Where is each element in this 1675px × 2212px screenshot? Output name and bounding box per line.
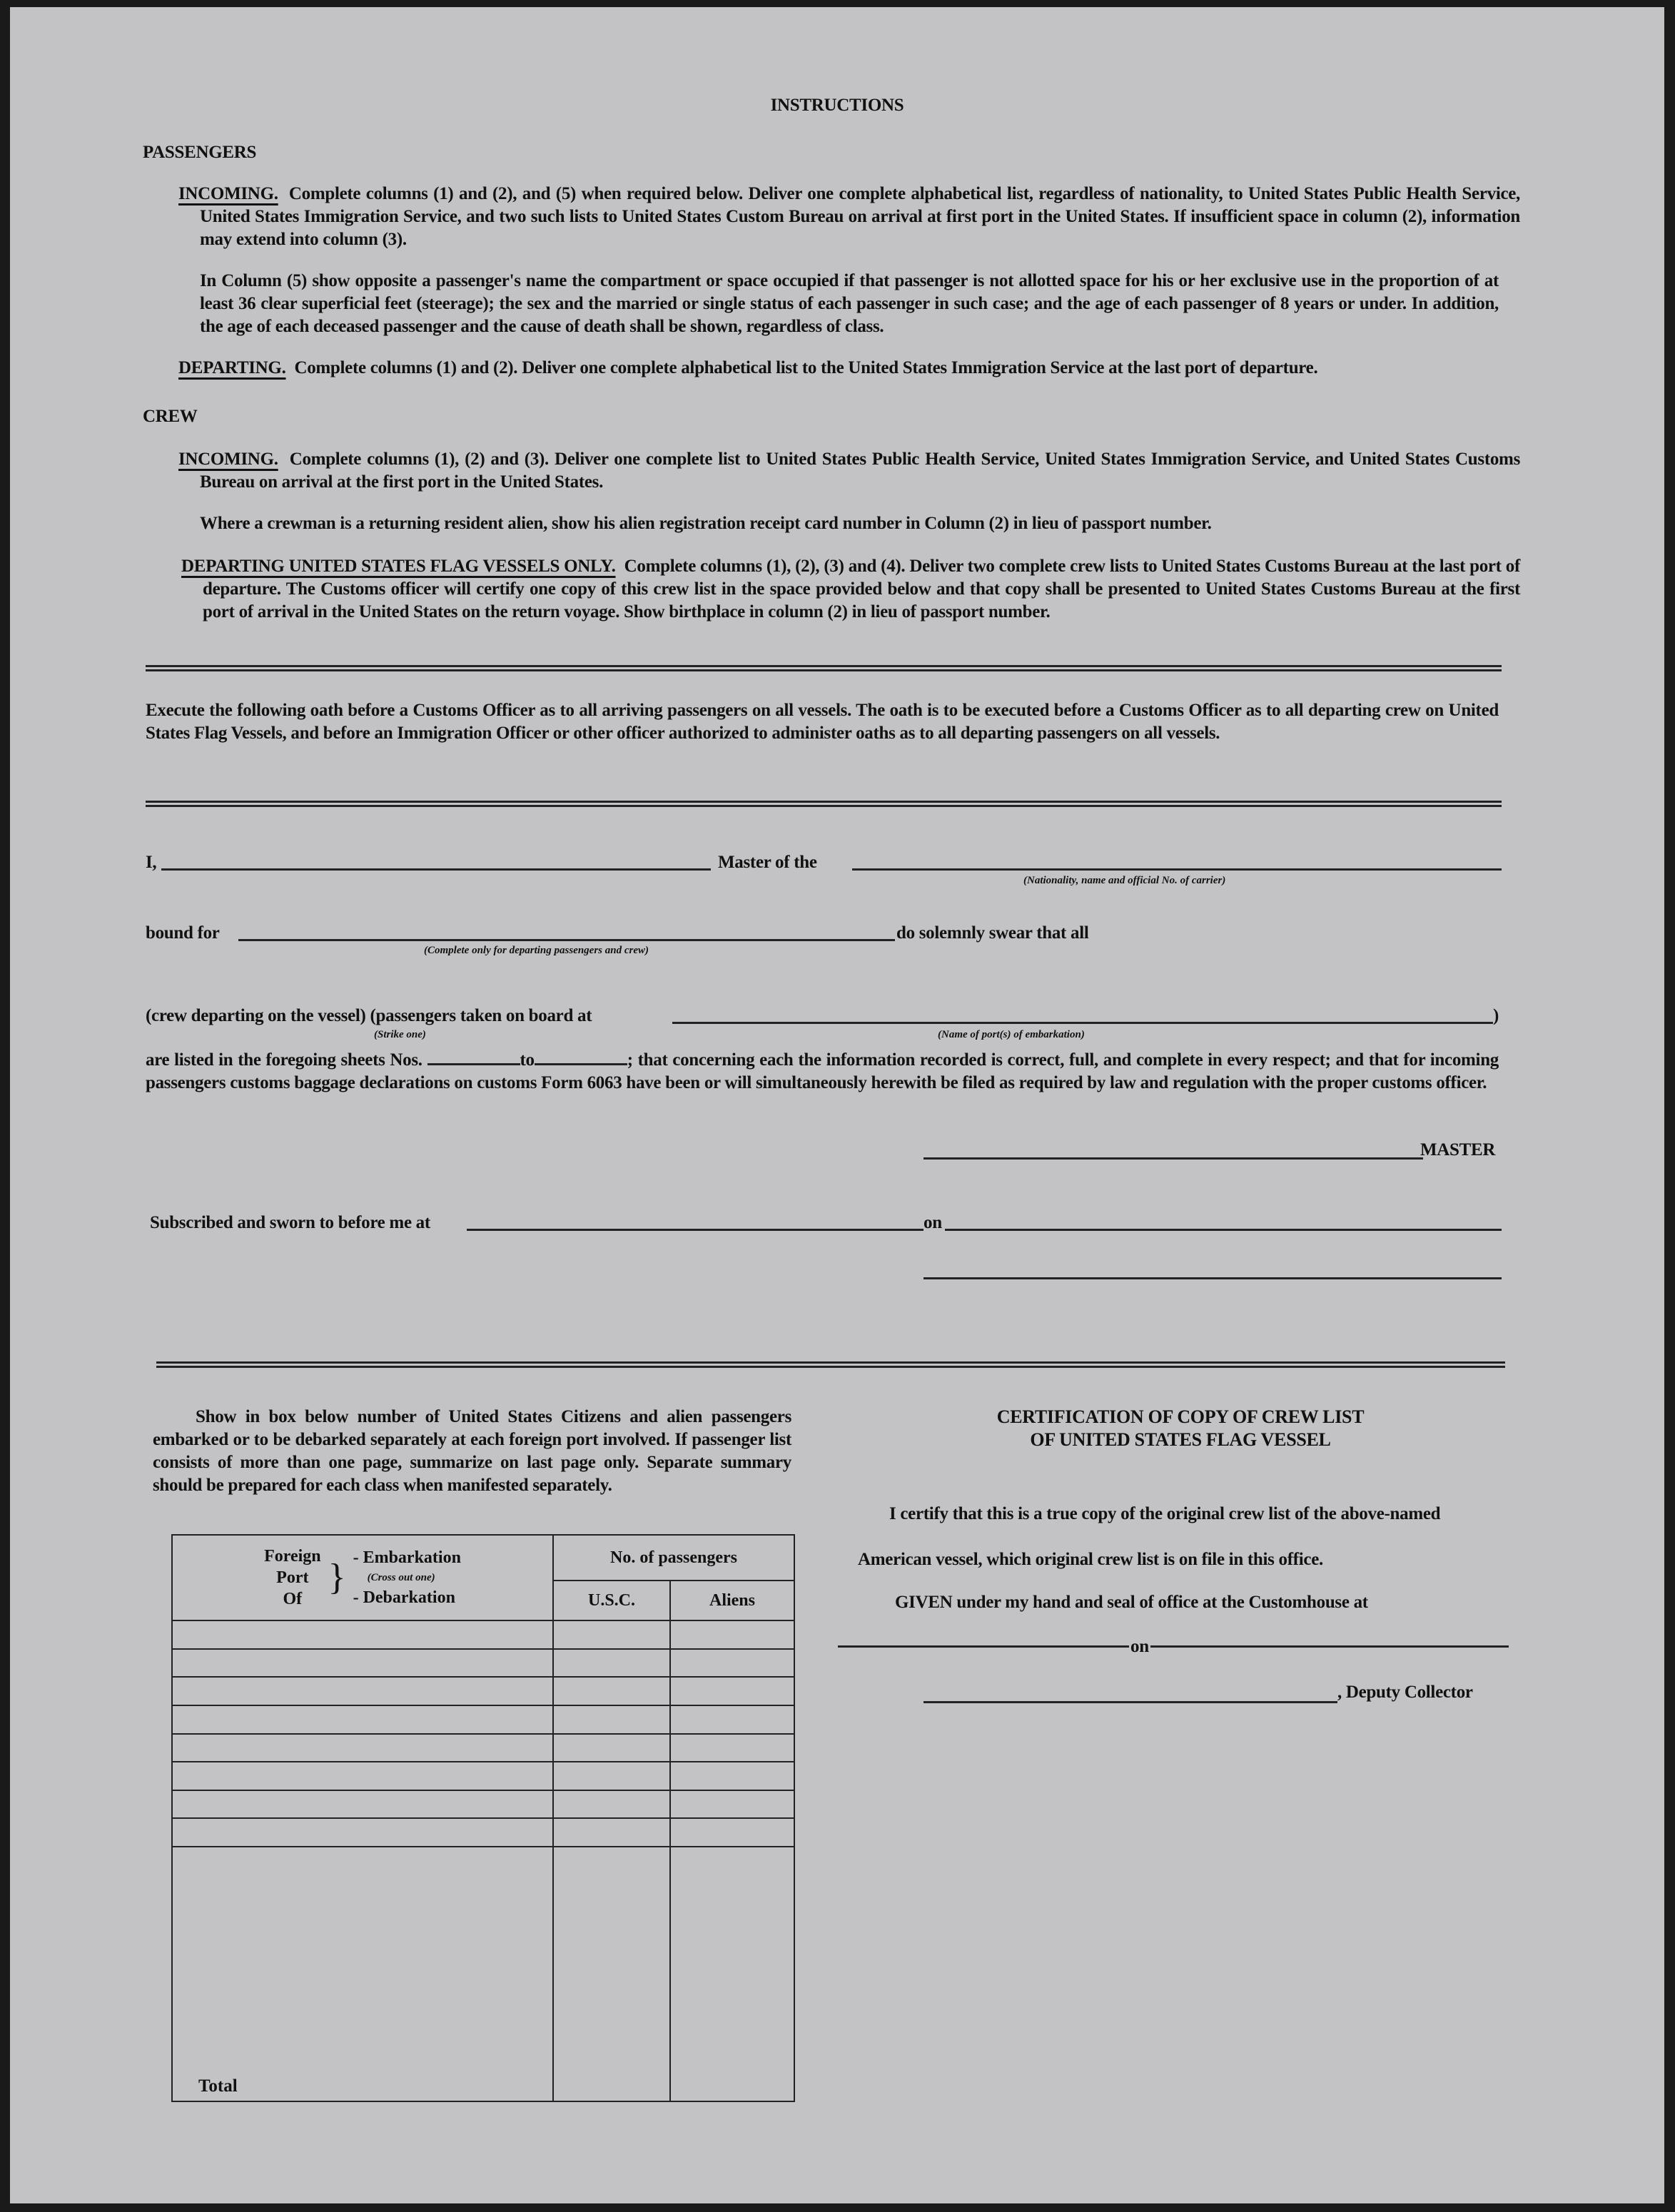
certification-title-1: CERTIFICATION OF COPY OF CREW LIST (996, 1406, 1365, 1427)
swear-label: do solemnly swear that all (896, 923, 1089, 943)
usc-cell[interactable] (553, 1705, 670, 1734)
subscribed-label: Subscribed and sworn to before me at (150, 1213, 430, 1232)
table-row (172, 1818, 794, 1847)
listed-rest: ; that concerning each the information recorded is correct, full, and complete in every respect; and that for incoming passengers customs baggage declarations on customs Form 6063 have been or will simultaneously herewith be filed as required by law and regulation with the proper customs officer. (146, 1050, 1499, 1092)
passengers-departing-paragraph (178, 357, 1499, 380)
passenger-summary-table (171, 1534, 795, 2102)
usc-cell[interactable] (553, 1762, 670, 1790)
aliens-cell[interactable] (670, 1649, 794, 1678)
certification-title-2: OF UNITED STATES FLAG VESSEL (1030, 1429, 1331, 1450)
sheet-from-field[interactable] (427, 1063, 520, 1065)
passengers-departing-label: DEPARTING. (178, 358, 286, 377)
crew-departing-label: DEPARTING UNITED STATES FLAG VESSELS ONLY. (181, 557, 616, 576)
form-page (10, 7, 1664, 2203)
bound-hint: (Complete only for departing passengers and crew) (424, 945, 649, 956)
debarkation-label[interactable]: - Debarkation (353, 1588, 455, 1607)
passengers-heading: PASSENGERS (143, 143, 257, 162)
master-name-field[interactable] (161, 868, 711, 871)
aliens-cell[interactable] (670, 1734, 794, 1762)
divider (146, 665, 1502, 671)
listed-paragraph (146, 1049, 1499, 1095)
page-title: INSTRUCTIONS (770, 96, 904, 115)
port-cell[interactable] (172, 1790, 553, 1819)
usc-cell[interactable] (553, 1790, 670, 1819)
aliens-header: Aliens (670, 1581, 794, 1620)
summary-instructions: Show in box below number of United States Citizens and alien passengers embarked or to be debarked separately at each foreign port involved. If passenger list consists of more than one page, summarize on last page only. Separate summary should be prepared for each class when manifested separately. (153, 1407, 791, 1495)
master-signature-field[interactable] (923, 1157, 1423, 1160)
total-label: Total (172, 1847, 553, 2101)
table-row (172, 1649, 794, 1678)
aliens-cell[interactable] (670, 1762, 794, 1790)
master-of-label: Master of the (718, 853, 817, 872)
column5-paragraph: In Column (5) show opposite a passenger's name the compartment or space occupied if that passenger is not allotted space for his or her exclusive use in the proportion of at least 36 clear superficial feet (steerage); the sex and the married or single status of each passenger in such case; and the age of each passenger of 8 years or under. In addition, the age of each deceased passenger and the cause of death shall be shown, regardless of class. (200, 271, 1499, 336)
crew-resident-paragraph: Where a crewman is a returning resident alien, show his alien registration receipt card number in Column (2) in lieu of passport number. (200, 514, 1212, 533)
passengers-count-header: No. of passengers (553, 1535, 794, 1581)
deputy-collector-signature-field[interactable] (923, 1701, 1337, 1703)
crew-departing-paragraph (181, 555, 1520, 624)
deputy-collector-label: , Deputy Collector (1337, 1683, 1473, 1702)
table-row (172, 1677, 794, 1705)
strike-hint: (Strike one) (374, 1029, 426, 1040)
passengers-incoming-paragraph (178, 183, 1520, 251)
port-cell[interactable] (172, 1734, 553, 1762)
brace-icon: } (328, 1557, 346, 1598)
table-row (172, 1734, 794, 1762)
carrier-field[interactable] (852, 868, 1502, 871)
american-vessel-text: American vessel, which original crew list is on file in this office. (858, 1550, 1323, 1569)
usc-cell[interactable] (553, 1818, 670, 1847)
passengers-incoming-label: INCOMING. (178, 184, 278, 203)
port-cell[interactable] (172, 1677, 553, 1705)
usc-cell[interactable] (553, 1734, 670, 1762)
aliens-cell[interactable] (670, 1818, 794, 1847)
aliens-cell[interactable] (670, 1620, 794, 1649)
usc-total-cell[interactable] (553, 1847, 670, 2101)
embarkation-port-field[interactable] (672, 1022, 1493, 1024)
table-row (172, 1620, 794, 1649)
customhouse-field[interactable] (838, 1645, 1509, 1648)
crew-departing-label: (crew departing on the vessel) (passengers taken on board at (146, 1006, 592, 1025)
given-text: GIVEN under my hand and seal of office at the Customhouse at (895, 1593, 1368, 1612)
of-label: Of (283, 1590, 303, 1608)
crew-incoming-label: INCOMING. (178, 450, 278, 469)
listed-label: are listed in the foregoing sheets Nos. (146, 1050, 422, 1070)
passengers-incoming-text: Complete columns (1) and (2), and (5) when required below. Deliver one complete alphabetical list, regardless of nationality, to United States Public Health Service, United States Immigration Service, and two such lists to United States Custom Bureau on arrival at first port in the United States. If insufficient space in column (2), information may extend into column (3). (200, 184, 1521, 249)
passengers-departing-text: Complete columns (1) and (2). Deliver one complete alphabetical list to the United States Immigration Service at the last port of departure. (294, 358, 1318, 377)
i-label: I, (146, 853, 157, 872)
master-label: MASTER (1420, 1140, 1496, 1160)
aliens-total-cell[interactable] (670, 1847, 794, 2101)
usc-cell[interactable] (553, 1677, 670, 1705)
table-row (172, 1790, 794, 1819)
close-paren: ) (1493, 1006, 1499, 1025)
divider (156, 1361, 1505, 1368)
to-label: to (520, 1050, 535, 1070)
cross-out-hint: (Cross out one) (367, 1572, 435, 1583)
port-label: Port (276, 1568, 309, 1587)
usc-header: U.S.C. (553, 1581, 670, 1620)
aliens-cell[interactable] (670, 1790, 794, 1819)
usc-cell[interactable] (553, 1620, 670, 1649)
usc-cell[interactable] (553, 1649, 670, 1678)
divider (146, 801, 1502, 807)
certification-on-label: on (1129, 1635, 1150, 1658)
sworn-date-field[interactable] (945, 1229, 1502, 1231)
sheet-to-field[interactable] (535, 1063, 627, 1065)
port-cell[interactable] (172, 1620, 553, 1649)
table-row (172, 1705, 794, 1734)
port-cell[interactable] (172, 1818, 553, 1847)
port-cell[interactable] (172, 1705, 553, 1734)
foreign-label: Foreign (264, 1547, 321, 1566)
port-hint: (Name of port(s) of embarkation) (938, 1029, 1085, 1040)
foreign-port-header (172, 1535, 553, 1620)
bound-for-label: bound for (146, 923, 220, 943)
aliens-cell[interactable] (670, 1677, 794, 1705)
crew-incoming-text: Complete columns (1), (2) and (3). Deliver one complete list to United States Public Health Service, United States Immigration Service, and United States Customs Bureau on arrival at the first port in the United States. (200, 450, 1520, 492)
oath-intro: Execute the following oath before a Customs Officer as to all arriving passengers on all vessels. The oath is to be executed before a Customs Officer as to all departing crew on United States Flag Vessels, and before an Immigration Officer or other officer authorized to administer oaths as to all departing passengers on all vessels. (146, 701, 1499, 743)
port-cell[interactable] (172, 1762, 553, 1790)
aliens-cell[interactable] (670, 1705, 794, 1734)
sworn-on-label: on (923, 1213, 942, 1232)
crew-incoming-paragraph (178, 448, 1520, 494)
embarkation-label[interactable]: - Embarkation (353, 1548, 461, 1567)
certify-text: I certify that this is a true copy of the original crew list of the above-named (889, 1504, 1441, 1523)
crew-departing-text: Complete columns (1), (2), (3) and (4). Deliver two complete crew lists to United States Customs Bureau at the last port of departure. The Customs officer will certify one copy of this crew list in the space provided below and that copy shall be presented to United States Customs Bureau at the first port of arrival in the United States on the return voyage. Show birthplace in column (2) in lieu of passport number. (203, 557, 1520, 622)
sworn-place-field[interactable] (467, 1229, 923, 1231)
crew-heading: CREW (143, 407, 198, 426)
bound-for-field[interactable] (238, 939, 895, 941)
port-cell[interactable] (172, 1649, 553, 1678)
total-row (172, 1847, 794, 2101)
carrier-hint: (Nationality, name and official No. of carrier) (1023, 875, 1226, 886)
table-row (172, 1762, 794, 1790)
officer-signature-field[interactable] (923, 1277, 1502, 1279)
